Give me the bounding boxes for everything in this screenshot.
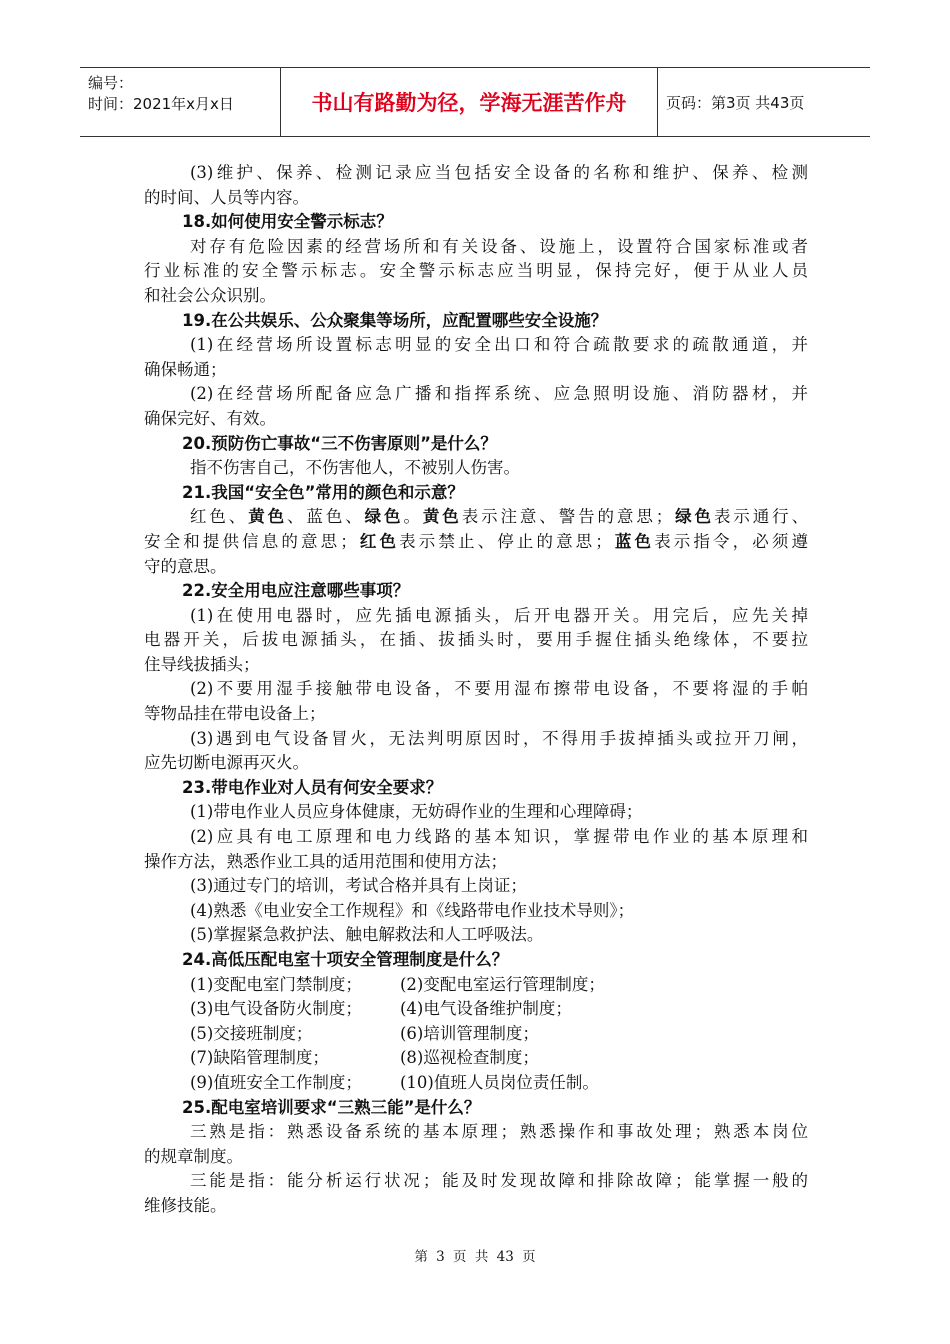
regulation-item: (1)变配电室门禁制度； [190, 974, 362, 994]
continuation-line: 行业标准的安全警示标志。安全警示标志应当明显，保持完好，便于从业人员 [144, 261, 808, 281]
paragraph-line: 指不伤害自己，不伤害他人，不被别人伤害。 [190, 458, 520, 478]
header-motto: 书山有路勤为径，学海无涯苦作舟 [281, 68, 658, 136]
paragraph-line: 红色、黄色、蓝色、绿色。黄色表示注意、警告的意思；绿色表示通行、 [190, 507, 809, 527]
color-term: 黄色 [422, 507, 462, 527]
color-term: 绿色 [672, 507, 714, 527]
paragraph-line: (3)通过专门的培训，考试合格并具有上岗证； [190, 876, 527, 896]
continuation-line: 的规章制度。 [144, 1146, 243, 1166]
regulation-row [144, 1046, 808, 1071]
regulation-item: (3)电气设备防火制度； [190, 999, 362, 1019]
paragraph-line: (1)带电作业人员应身体健康，无妨碍作业的生理和心理障碍； [190, 802, 643, 822]
continuation-line: 住导线拔插头； [144, 654, 260, 674]
regulation-item: (8)巡视检查制度； [400, 1048, 539, 1068]
document-header [80, 67, 870, 137]
continuation-line: 的时间、人员等内容。 [144, 187, 309, 207]
document-body [144, 161, 808, 1219]
regulation-row [144, 997, 808, 1022]
continuation-line: 和社会公众识别。 [144, 285, 276, 305]
paragraph-line: 对存有危险因素的经营场所和有关设备、设施上，设置符合国家标准或者 [190, 236, 808, 256]
regulation-item: (5)交接班制度； [190, 1023, 313, 1043]
question-heading: 20.预防伤亡事故“三不伤害原则”是什么？ [182, 433, 497, 453]
paragraph-line: (5)掌握紧急救护法、触电解救法和人工呼吸法。 [190, 925, 544, 945]
regulation-item: (7)缺陷管理制度； [190, 1048, 329, 1068]
continuation-line: 确保畅通； [144, 359, 227, 379]
regulation-item: (4)电气设备维护制度； [400, 999, 572, 1019]
paragraph-line: 三熟是指：熟悉设备系统的基本原理；熟悉操作和事故处理；熟悉本岗位 [190, 1122, 808, 1142]
continuation-line: 维修技能。 [144, 1195, 227, 1215]
regulation-item: (10)值班人员岗位责任制。 [400, 1072, 599, 1092]
regulation-item: (9)值班安全工作制度； [190, 1072, 362, 1092]
regulation-item: (6)培训管理制度； [400, 1023, 539, 1043]
regulation-row [144, 1071, 808, 1096]
question-heading: 25.配电室培训要求“三熟三能”是什么？ [182, 1097, 481, 1117]
color-term: 蓝色 [611, 531, 655, 551]
color-term: 绿色 [364, 507, 404, 527]
continuation-line: 安全和提供信息的意思；红色表示禁止、停止的意思；蓝色表示指令，必须遵 [144, 531, 809, 551]
paragraph-line: (2)不要用湿手接触带电设备，不要用湿布擦带电设备，不要将湿的手帕 [190, 679, 808, 699]
continuation-line: 操作方法，熟悉作业工具的适用范围和使用方法； [144, 851, 507, 871]
question-heading: 24.高低压配电室十项安全管理制度是什么？ [182, 950, 509, 969]
color-term: 黄色 [248, 507, 288, 527]
question-heading: 19.在公共娱乐、公众聚集等场所，应配置哪些安全设施？ [182, 310, 608, 330]
regulation-row [144, 973, 808, 998]
document-number-label: 编号： [88, 74, 134, 92]
paragraph-line: (1)在使用电器时，应先插电源插头，后开电器开关。用完后，应先关掉 [190, 605, 808, 625]
paragraph-line: 三能是指：能分析运行状况；能及时发现故障和排除故障；能掌握一般的 [190, 1171, 808, 1191]
header-page-info: 页码：第3页 共43页 [666, 93, 805, 112]
continuation-line: 应先切断电源再灭火。 [144, 753, 309, 773]
question-heading: 21.我国“安全色”常用的颜色和示意？ [182, 482, 464, 502]
continuation-line: 等物品挂在带电设备上； [144, 704, 326, 724]
regulation-row [144, 1022, 808, 1047]
paragraph-line: (4)熟悉《电业安全工作规程》和《线路带电作业技术导则》； [190, 900, 635, 920]
paragraph-line: (2)在经营场所配备应急广播和指挥系统、应急照明设施、消防器材，并 [190, 384, 808, 404]
paragraph-line: (1)在经营场所设置标志明显的安全出口和符合疏散要求的疏散通道，并 [190, 335, 808, 355]
continuation-line: 守的意思。 [144, 556, 227, 576]
continuation-line: 电器开关，后拔电源插头，在插、拔插头时，要用手握住插头绝缘体，不要拉 [144, 630, 808, 650]
header-meta-cell [80, 68, 281, 136]
paragraph-line: (3)维护、保养、检测记录应当包括安全设备的名称和维护、保养、检测 [190, 163, 808, 182]
question-heading: 23.带电作业对人员有何安全要求？ [182, 777, 443, 797]
paragraph-line: (3)遇到电气设备冒火，无法判明原因时，不得用手拔掉插头或拉开刀闸， [190, 728, 808, 748]
color-term: 红色 [356, 531, 400, 551]
document-date: 时间：2021年x月x日 [88, 95, 234, 113]
continuation-line: 确保完好、有效。 [144, 408, 276, 428]
page-footer: 第 3 页 共 43 页 [414, 1249, 536, 1265]
question-heading: 22.安全用电应注意哪些事项？ [182, 581, 410, 601]
regulation-item: (2)变配电室运行管理制度； [400, 974, 605, 994]
paragraph-line: (2)应具有电工原理和电力线路的基本知识，掌握带电作业的基本原理和 [190, 827, 808, 847]
question-heading: 18.如何使用安全警示标志？ [182, 212, 393, 232]
